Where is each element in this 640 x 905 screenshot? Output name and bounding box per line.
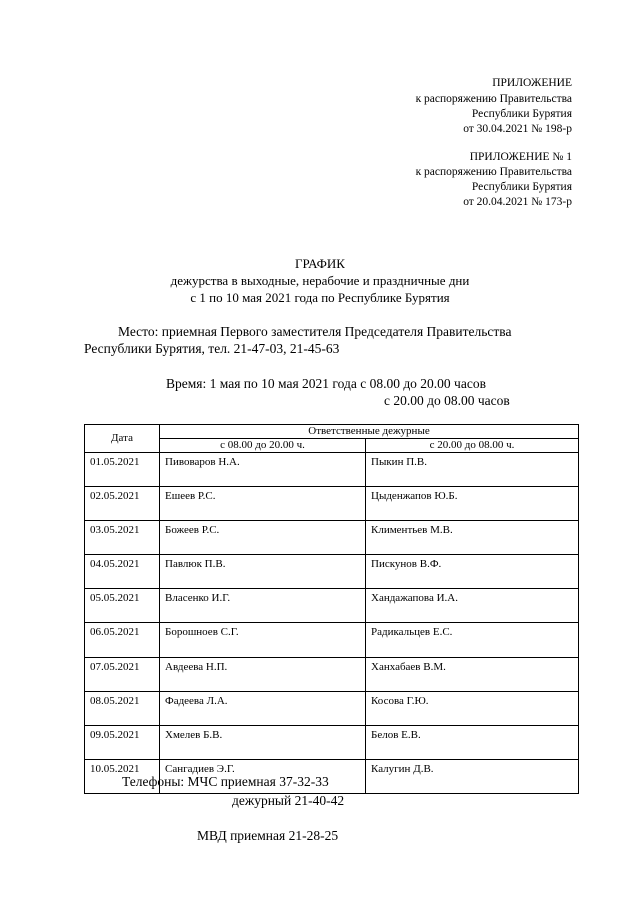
cell-date: 03.05.2021 [85,521,160,555]
table-row [85,453,579,487]
cell-day-shift: Хмелев Б.В. [160,725,366,759]
table-row [85,487,579,521]
table-header-row [85,425,579,439]
cell-day-shift: Власенко И.Г. [160,589,366,623]
appendix-title: ПРИЛОЖЕНИЕ [492,77,572,89]
table-row [85,725,579,759]
cell-day-shift: Фадеева Л.А. [160,691,366,725]
phone-line: дежурный 21-40-42 [232,793,345,808]
table-row [85,657,579,691]
header-date: Дата [85,425,160,453]
cell-date: 09.05.2021 [85,725,160,759]
cell-day-shift: Борошноев С.Г. [160,623,366,657]
place-line: Республики Бурятия, тел. 21-47-03, 21-45-63 [84,341,340,356]
cell-date: 10.05.2021 [85,759,160,793]
appendix-line: Республики Бурятия [471,108,572,120]
cell-night-shift: Радикальцев Е.С. [366,623,579,657]
header-night-shift: с 20.00 до 08.00 ч. [366,439,579,453]
document-title: ГРАФИК [295,256,345,271]
cell-day-shift: Павлюк П.В. [160,555,366,589]
cell-night-shift: Ханхабаев В.М. [366,657,579,691]
cell-date: 08.05.2021 [85,691,160,725]
cell-date: 06.05.2021 [85,623,160,657]
cell-night-shift: Косова Г.Ю. [366,691,579,725]
cell-night-shift: Климентьев М.В. [366,521,579,555]
cell-date: 02.05.2021 [85,487,160,521]
appendix-line: от 30.04.2021 № 198-р [463,123,572,135]
cell-day-shift: Пивоваров Н.А. [160,453,366,487]
appendix-line: к распоряжению Правительства [415,93,572,105]
cell-night-shift: Белов Е.В. [366,725,579,759]
phone-line: МВД приемная 21-28-25 [197,828,339,843]
table-row [85,555,579,589]
cell-night-shift: Калугин Д.В. [366,759,579,793]
heading-line: дежурства в выходные, нерабочие и праздничные дни [170,273,470,288]
appendix-line: к распоряжению Правительства [415,166,572,178]
table-subheader-row [85,439,579,453]
heading-line: с 1 по 10 мая 2021 года по Республике Бурятия [190,290,450,305]
cell-day-shift: Авдеева Н.П. [160,657,366,691]
header-day-shift: с 08.00 до 20.00 ч. [160,439,366,453]
header-responsible: Ответственные дежурные [160,425,579,439]
appendix-line: от 20.04.2021 № 173-р [463,196,572,208]
cell-day-shift: Божеев Р.С. [160,521,366,555]
phone-line: Телефоны: МЧС приемная 37-32-33 [122,774,329,789]
cell-date: 07.05.2021 [85,657,160,691]
cell-date: 01.05.2021 [85,453,160,487]
table-row [85,691,579,725]
cell-day-shift: Сангадиев Э.Г. [160,759,366,793]
cell-night-shift: Цыденжапов Ю.Б. [366,487,579,521]
table-row [85,521,579,555]
appendix-line: Республики Бурятия [471,181,572,193]
place-line: Место: приемная Первого заместителя Председателя Правительства [118,324,512,339]
cell-date: 04.05.2021 [85,555,160,589]
duty-table [84,424,579,794]
table-row [85,589,579,623]
cell-night-shift: Хандажапова И.А. [366,589,579,623]
table-body [85,453,579,794]
appendix-title: ПРИЛОЖЕНИЕ № 1 [469,151,572,163]
time-line: с 20.00 до 08.00 часов [384,393,510,408]
time-line: Время: 1 мая по 10 мая 2021 года с 08.00 до 20.00 часов [166,376,486,391]
cell-day-shift: Ешеев Р.С. [160,487,366,521]
cell-night-shift: Пыкин П.В. [366,453,579,487]
cell-date: 05.05.2021 [85,589,160,623]
cell-night-shift: Пискунов В.Ф. [366,555,579,589]
table-row [85,623,579,657]
